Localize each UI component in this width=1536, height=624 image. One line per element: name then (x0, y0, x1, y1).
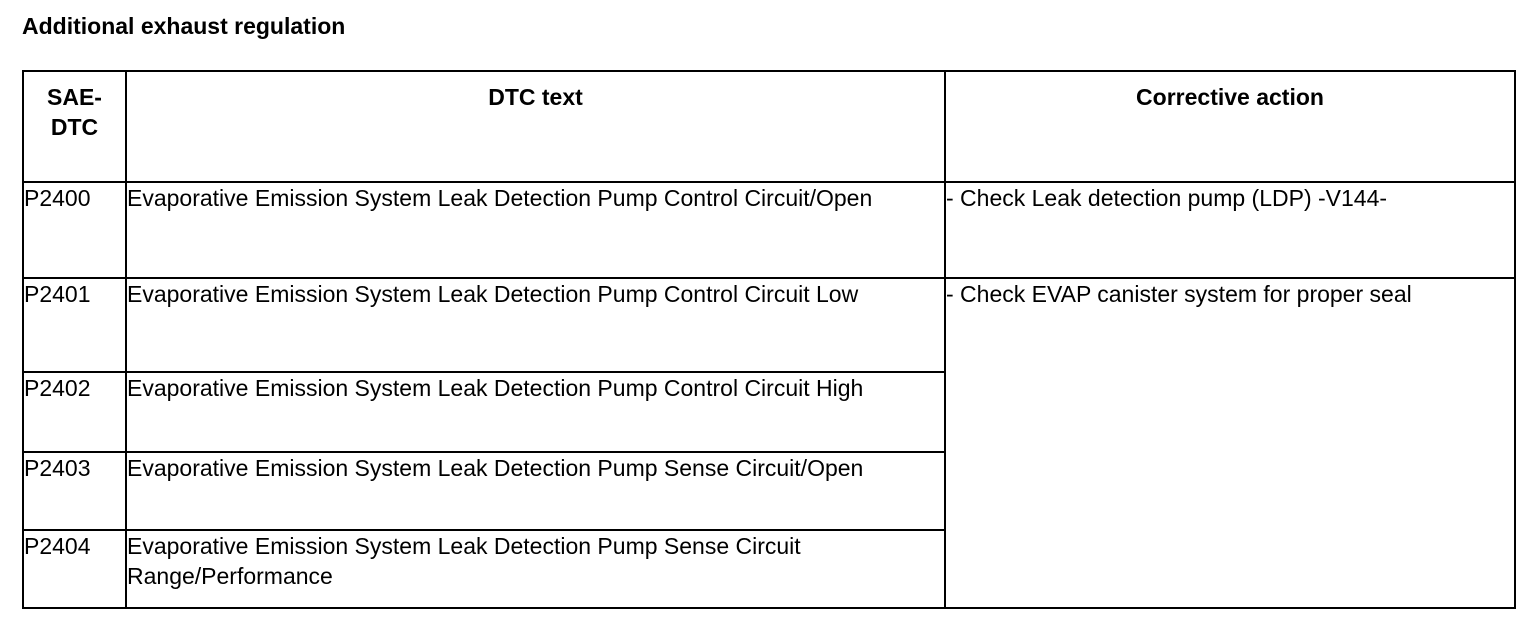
header-dtc-text: DTC text (126, 71, 945, 182)
dtc-code: P2401 (23, 278, 126, 372)
dtc-description: Evaporative Emission System Leak Detection Pump Control Circuit/Open (126, 182, 945, 278)
header-sae-dtc (23, 71, 126, 182)
dtc-description: Evaporative Emission System Leak Detection Pump Sense Circuit Range/Performance (126, 530, 945, 608)
table-row (23, 182, 1515, 278)
header-sae-dtc-line2: DTC (50, 114, 99, 140)
dtc-table (22, 70, 1516, 609)
dtc-code: P2404 (23, 530, 126, 608)
document-title: Additional exhaust regulation (22, 13, 346, 39)
dtc-code: P2402 (23, 372, 126, 452)
table-row (23, 278, 1515, 372)
corrective-action: - Check Leak detection pump (LDP) -V144- (945, 182, 1515, 278)
header-corrective-action: Corrective action (945, 71, 1515, 182)
dtc-description: Evaporative Emission System Leak Detection Pump Sense Circuit/Open (126, 452, 945, 530)
dtc-description: Evaporative Emission System Leak Detection Pump Control Circuit Low (126, 278, 945, 372)
dtc-code: P2403 (23, 452, 126, 530)
dtc-code: P2400 (23, 182, 126, 278)
table-header-row (23, 71, 1515, 182)
dtc-description: Evaporative Emission System Leak Detection Pump Control Circuit High (126, 372, 945, 452)
header-sae-dtc-line1: SAE- (47, 84, 102, 110)
corrective-action: - Check EVAP canister system for proper seal (945, 278, 1515, 608)
